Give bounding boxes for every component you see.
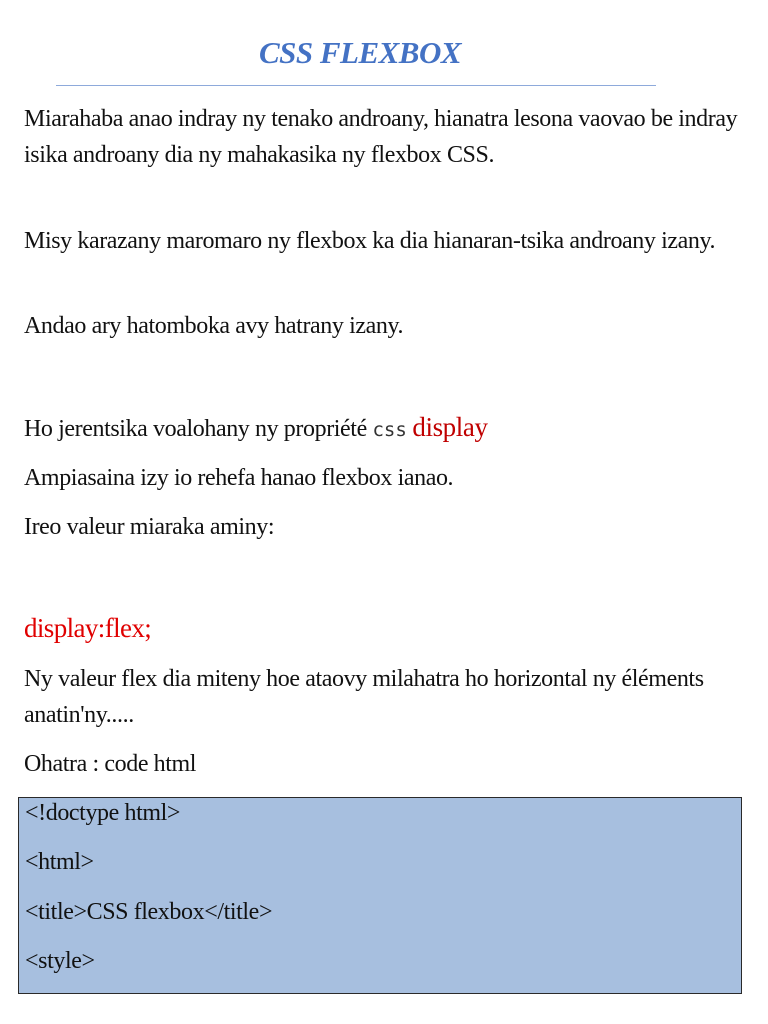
- display-intro-text: Ho jerentsika voalohany ny propriété: [24, 416, 373, 442]
- display-flex-heading: display:flex;: [24, 613, 152, 643]
- title-underline: [56, 85, 656, 86]
- css-inline-code: css: [372, 419, 407, 441]
- code-line: <html>: [25, 849, 94, 875]
- code-line: <style>: [25, 948, 95, 974]
- display-keyword: display: [412, 412, 488, 442]
- code-line: <title>CSS flexbox</title>: [25, 899, 273, 925]
- example-label: Ohatra : code html: [24, 751, 197, 777]
- values-intro-paragraph: Ireo valeur miaraka aminy:: [24, 514, 275, 540]
- intro-paragraph-1: Miarahaba anao indray ny tenako androany, hianatra lesona vaovao be indray isika androany dia ny mahakasika ny flexbox CSS.: [24, 106, 738, 168]
- flex-description-paragraph: Ny valeur flex dia miteny hoe ataovy milahatra ho horizontal ny éléments anatin'ny.....: [24, 666, 704, 728]
- intro-paragraph-2: Misy karazany maromaro ny flexbox ka dia hianaran-tsika androany izany.: [24, 228, 716, 254]
- display-intro-paragraph: [24, 409, 744, 448]
- display-usage-paragraph: Ampiasaina izy io rehefa hanao flexbox ianao.: [24, 465, 454, 491]
- document-title: CSS FLEXBOX: [258, 35, 462, 70]
- code-line: <!doctype html>: [25, 800, 181, 826]
- intro-paragraph-3: Andao ary hatomboka avy hatrany izany.: [24, 313, 404, 339]
- code-example-box: [18, 797, 742, 994]
